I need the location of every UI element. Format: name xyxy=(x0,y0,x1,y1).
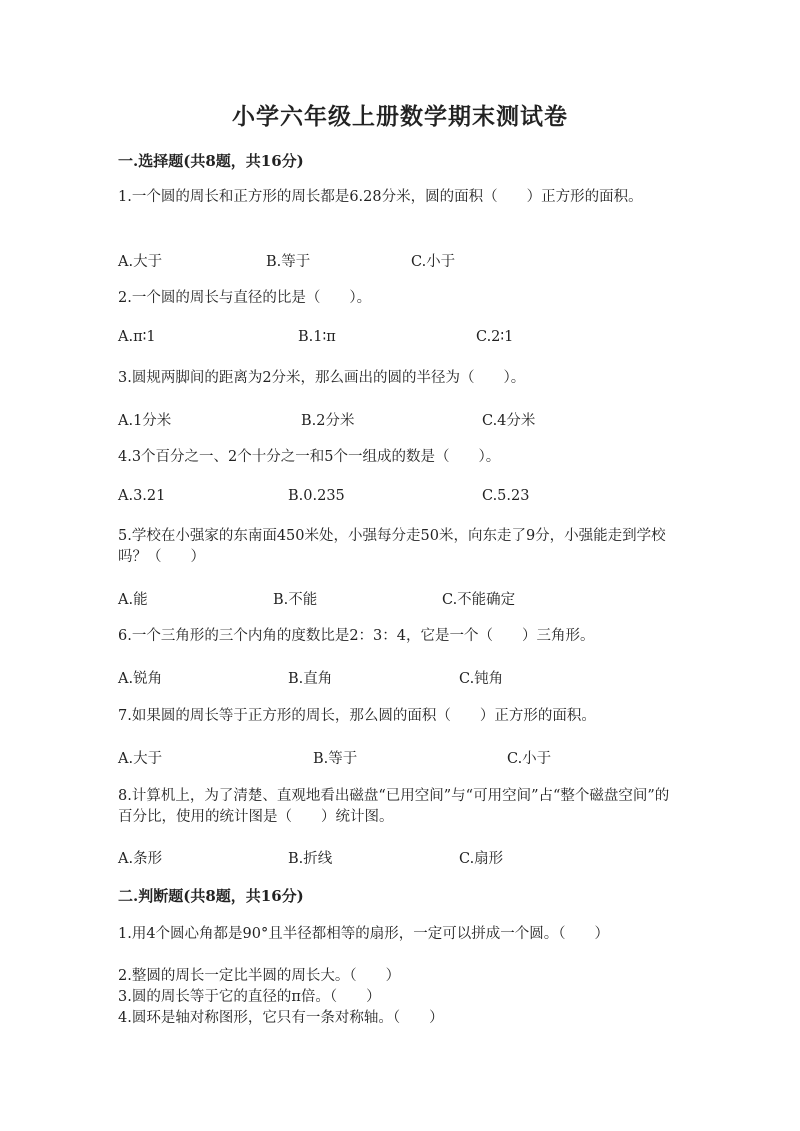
option-b: B.折线 xyxy=(288,851,333,867)
judgement-question-3: 3.圆的周长等于它的直径的π倍。（ ） xyxy=(118,989,381,1005)
option-a: A.大于 xyxy=(118,254,163,270)
option-c: C.2∶1 xyxy=(476,329,514,345)
option-b: B.等于 xyxy=(266,254,311,270)
option-c: C.小于 xyxy=(411,254,456,270)
option-c: C.小于 xyxy=(507,751,552,767)
option-b: B.等于 xyxy=(313,751,358,767)
section-heading-judgement: 二.判断题(共8题，共16分) xyxy=(118,887,304,905)
option-b: B.0.235 xyxy=(288,488,345,504)
option-b: B.直角 xyxy=(288,671,333,687)
option-b: B.不能 xyxy=(273,592,318,608)
option-a: A.条形 xyxy=(118,851,163,867)
option-a: A.π∶1 xyxy=(118,329,156,345)
question-8: 8.计算机上，为了清楚、直观地看出磁盘“已用空间”与“可用空间”占“整个磁盘空间”的百分比，使用的统计图是（ ）统计图。 xyxy=(118,788,670,825)
option-b: B.1∶π xyxy=(298,329,336,345)
option-c: C.4分米 xyxy=(482,413,536,429)
question-4: 4.3个百分之一、2个十分之一和5个一组成的数是（ ）。 xyxy=(118,449,501,465)
option-a: A.1分米 xyxy=(118,413,172,429)
page-title: 小学六年级上册数学期末测试卷 xyxy=(232,103,568,130)
option-a: A.锐角 xyxy=(118,671,163,687)
question-5: 5.学校在小强家的东南面450米处，小强每分走50米，向东走了9分，小强能走到学校吗？（ ） xyxy=(118,528,666,565)
option-c: C.不能确定 xyxy=(442,592,516,608)
option-c: C.5.23 xyxy=(482,488,530,504)
question-1: 1.一个圆的周长和正方形的周长都是6.28分米，圆的面积（ ）正方形的面积。 xyxy=(118,189,643,205)
question-7: 7.如果圆的周长等于正方形的周长，那么圆的面积（ ）正方形的面积。 xyxy=(118,708,596,724)
judgement-question-1: 1.用4个圆心角都是90°且半径都相等的扇形，一定可以拼成一个圆。（ ） xyxy=(118,926,610,942)
judgement-question-4: 4.圆环是轴对称图形，它只有一条对称轴。（ ） xyxy=(118,1010,444,1026)
question-2: 2.一个圆的周长与直径的比是（ ）。 xyxy=(118,290,372,306)
option-b: B.2分米 xyxy=(301,413,355,429)
option-a: A.3.21 xyxy=(118,488,166,504)
question-6: 6.一个三角形的三个内角的度数比是2：3：4，它是一个（ ）三角形。 xyxy=(118,628,595,644)
judgement-question-2: 2.整圆的周长一定比半圆的周长大。（ ） xyxy=(118,968,401,984)
option-c: C.钝角 xyxy=(459,671,504,687)
option-a: A.大于 xyxy=(118,751,163,767)
option-c: C.扇形 xyxy=(459,851,504,867)
section-heading-choice: 一.选择题(共8题，共16分) xyxy=(118,152,304,170)
question-3: 3.圆规两脚间的距离为2分米，那么画出的圆的半径为（ ）。 xyxy=(118,370,526,386)
option-a: A.能 xyxy=(118,592,148,608)
